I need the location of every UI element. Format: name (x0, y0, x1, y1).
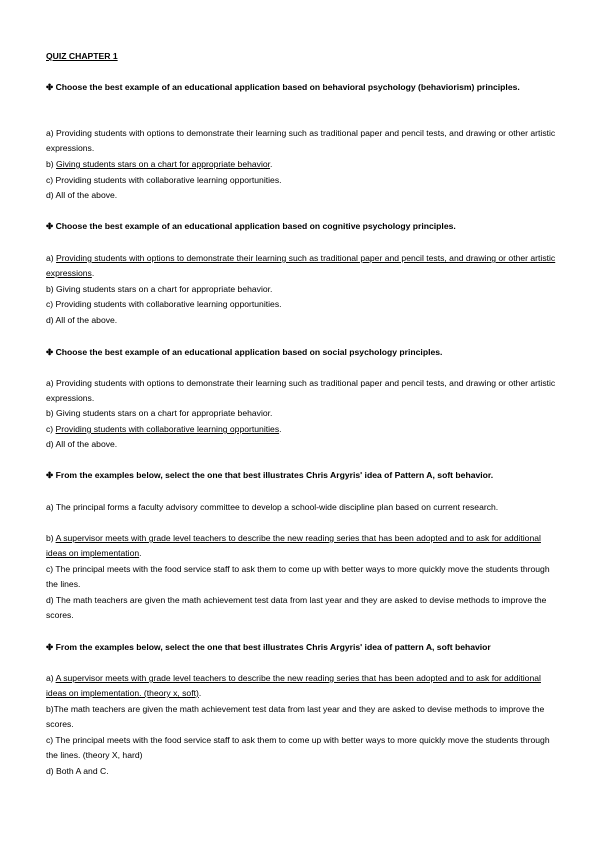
q5-option-a: a) A supervisor meets with grade level teachers to describe the new reading series that has been adopted and to ask for additional ideas on implementation. (theory x, soft). (46, 673, 541, 698)
q4-option-d: d) The math teachers are given the math achievement test data from last year and they are asked to devise methods to improve the scores. (46, 595, 547, 620)
bullet-icon: ✤ (46, 642, 54, 652)
question-1 (46, 80, 556, 95)
q3-option-c: c) Providing students with collaborative learning opportunities. (46, 424, 282, 434)
question-5 (46, 640, 556, 655)
q4-option-b: b) A supervisor meets with grade level teachers to describe the new reading series that has been adopted and to ask for additional ideas on implementation. (46, 533, 541, 558)
bullet-icon: ✤ (46, 82, 54, 92)
question-4 (46, 468, 556, 483)
q4-option-a: a) The principal forms a faculty advisory committee to develop a school-wide discipline plan based on current research. (46, 502, 499, 512)
q4-answer: A supervisor meets with grade level teachers to describe the new reading series that has been adopted and to ask for additional ideas on implementation (46, 533, 541, 558)
question-2-text: Choose the best example of an educational application based on cognitive psychology principles. (55, 221, 456, 231)
question-2 (46, 219, 556, 234)
q1-answer: Giving students stars on a chart for appropriate behavior (56, 159, 271, 169)
bullet-icon: ✤ (46, 347, 54, 357)
bullet-icon: ✤ (46, 221, 54, 231)
q3-answer: Providing students with collaborative learning opportunities (55, 424, 280, 434)
question-1-text: Choose the best example of an educational application based on behavioral psychology (behaviorism) principles. (55, 82, 520, 92)
q2-answer: Providing students with options to demonstrate their learning such as traditional paper and pencil tests, and drawing or other artistic expressions (46, 253, 556, 278)
q1-option-a: a) Providing students with options to demonstrate their learning such as traditional paper and pencil tests, and drawing or other artistic expressions. (46, 128, 556, 153)
q5-option-b: b)The math teachers are given the math achievement test data from last year and they are asked to devise methods to improve the scores. (46, 704, 545, 729)
q1-option-d: d) All of the above. (46, 190, 118, 200)
q1-option-c: c) Providing students with collaborative learning opportunities. (46, 175, 282, 185)
page-title: QUIZ CHAPTER 1 (46, 51, 118, 61)
question-5-text: From the examples below, select the one that best illustrates Chris Argyris' idea of pattern A, soft behavior (55, 642, 491, 652)
question-3-text: Choose the best example of an educational application based on social psychology principles. (55, 347, 443, 357)
q3-option-d: d) All of the above. (46, 439, 118, 449)
q1-option-b: b) Giving students stars on a chart for appropriate behavior. (46, 159, 273, 169)
q2-option-a: a) Providing students with options to demonstrate their learning such as traditional paper and pencil tests, and drawing or other artistic expressions. (46, 253, 556, 278)
q2-option-d: d) All of the above. (46, 315, 118, 325)
question-4-text: From the examples below, select the one that best illustrates Chris Argyris' idea of Pattern A, soft behavior. (55, 470, 494, 480)
q4-option-c: c) The principal meets with the food service staff to ask them to come up with better ways to more quickly move the students through the lines. (46, 564, 550, 589)
q5-option-c: c) The principal meets with the food service staff to ask them to come up with better ways to more quickly move the students through the lines. (theory X, hard) (46, 735, 550, 760)
q5-answer: A supervisor meets with grade level teachers to describe the new reading series that has been adopted and to ask for additional ideas on implementation. (theory x, soft) (46, 673, 541, 698)
q2-option-b: b) Giving students stars on a chart for appropriate behavior. (46, 284, 273, 294)
q5-option-d: d) Both A and C. (46, 766, 109, 776)
q3-option-a: a) Providing students with options to demonstrate their learning such as traditional paper and pencil tests, and drawing or other artistic expressions. (46, 378, 556, 403)
question-3 (46, 345, 556, 360)
q3-option-b: b) Giving students stars on a chart for appropriate behavior. (46, 408, 273, 418)
q2-option-c: c) Providing students with collaborative learning opportunities. (46, 299, 282, 309)
bullet-icon: ✤ (46, 470, 54, 480)
